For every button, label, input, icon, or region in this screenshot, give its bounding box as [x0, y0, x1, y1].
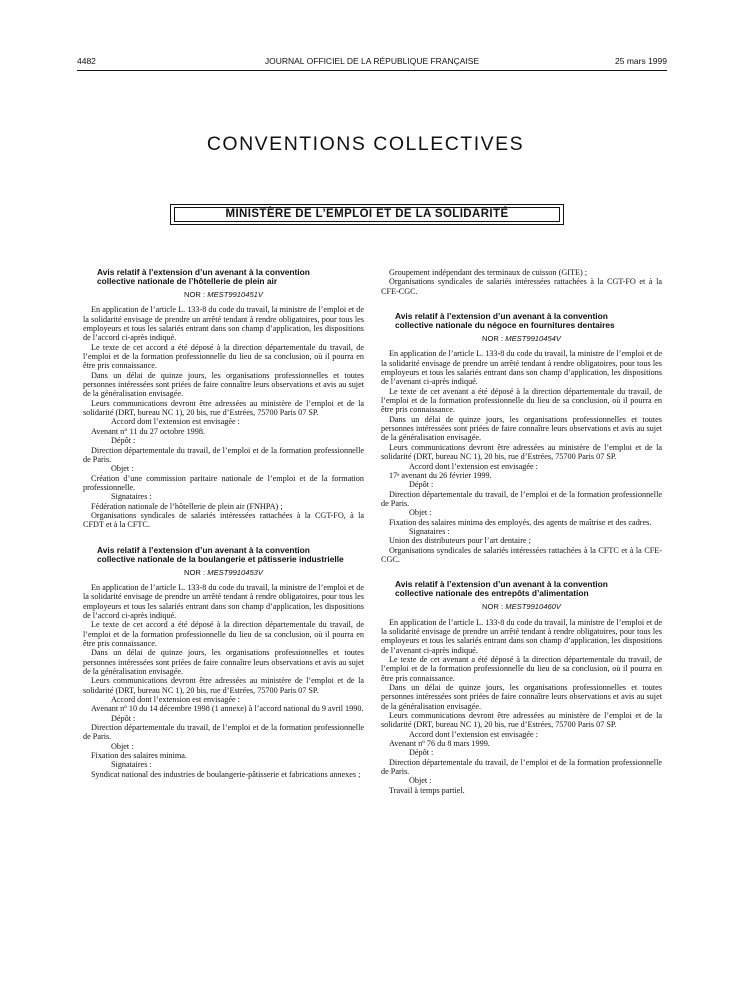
depot-text: Direction départementale du travail, de l’emploi et de la formation professionnelle de Paris. [381, 757, 662, 777]
paragraph: Leurs communications devront être adressées au ministère de l’emploi et de la solidarité (DRT, bureau NC 1), 20 bis, rue d’Estrées, 75700 Paris 07 SP. [83, 398, 364, 418]
nor-reference [381, 334, 662, 343]
paragraph: Le texte de cet accord a été déposé à la direction départementale du travail, de l’emploi et de la formation professionnelle du lieu de sa conclusion, où il pourra en être pris connaissance. [83, 342, 364, 371]
journal-title: JOURNAL OFFICIEL DE LA RÉPUBLIQUE FRANÇAISE [264, 56, 480, 66]
nor-label: NOR : [184, 567, 206, 577]
paragraph: Leurs communications devront être adressées au ministère de l’emploi et de la solidarité (DRT, bureau NC 1), 20 bis, rue d’Estrées, 75700 Paris 07 SP. [83, 676, 364, 695]
continued-signataires [381, 268, 662, 296]
paragraph: Dans un délai de quinze jours, les organisations professionnelles et toutes personnes intéressées sont priées de faire connaître leurs observations et avis au sujet de la généralisation envisagée. [83, 370, 364, 399]
accord-text: Avenant n° 11 du 27 octobre 1998. [91, 426, 206, 436]
nor-label: NOR : [482, 602, 504, 612]
signataire: Syndicat national des industries de boulangerie-pâtisserie et fabrications annexes ; [91, 769, 361, 779]
depot-text: Direction départementale du travail, de l’emploi et de la formation professionnelle de Paris. [83, 445, 364, 464]
paragraph: Dans un délai de quinze jours, les organisations professionnelles et toutes personnes intéressées sont priées de faire connaître leurs observations et avis au sujet de la généralisation envisagée. [83, 648, 364, 677]
notice-hotellerie [83, 268, 364, 530]
objet-label: Objet : [409, 508, 432, 518]
accord-text: 17ᵉ avenant du 26 février 1999. [389, 470, 492, 480]
notice-boulangerie [83, 546, 364, 780]
accord-text: Avenant nº 10 du 14 décembre 1998 (1 annexe) à l’accord national du 9 avril 1990. [91, 704, 364, 714]
notice-fournitures-dentaires [381, 312, 662, 564]
accord-label: Accord dont l’extension est envisagée : [409, 729, 538, 739]
paragraph: Le texte de cet avenant a été déposé à la direction départementale du travail, de l’emploi et de la formation professionnelle du lieu de sa conclusion, où il pourra en être pris connaissance. [381, 655, 662, 683]
depot-label: Dépôt : [111, 713, 136, 723]
signataires-label: Signataires : [111, 492, 152, 502]
signataire: Organisations syndicales de salariés intéressées rattachées à la CGT-FO et à la CFE-CGC. [381, 277, 662, 296]
paragraph: Dans un délai de quinze jours, les organisations professionnelles et toutes personnes intéressées sont priées de faire connaître leurs observations et avis au sujet de la généralisation envisagée. [381, 414, 662, 443]
notice-entrepots-alimentation [381, 580, 662, 795]
accord-label: Accord dont l’extension est envisagée : [409, 461, 538, 471]
signataire: Organisations syndicales de salariés intéressées rattachées à la CGT-FO, à la CFDT et à la CFTC. [83, 510, 364, 530]
paragraph: Leurs communications devront être adressées au ministère de l’emploi et de la solidarité (DRT, bureau NC 1), 20 bis, rue d’Estrées, 75700 Paris 07 SP. [381, 442, 662, 462]
nor-code: MEST9910453V [207, 567, 263, 577]
objet-text: Fixation des salaires minima des employés, des agents de maîtrise et des cadres. [389, 517, 652, 527]
nor-code: MEST9910451V [207, 290, 263, 299]
nor-reference [381, 602, 662, 611]
nor-code: MEST9910454V [505, 334, 561, 344]
signataire: Groupement indépendant des terminaux de cuisson (GITE) ; [389, 268, 588, 277]
objet-label: Objet : [111, 464, 134, 474]
signataire: Organisations syndicales de salariés intéressées rattachées à la CFTC et à la CFE-CGC. [381, 545, 662, 564]
nor-code: MEST9910460V [505, 602, 561, 612]
signataire: Fédération nationale de l’hôtellerie de plein air (FNHPA) ; [91, 501, 283, 511]
left-column [83, 268, 364, 795]
depot-text: Direction départementale du travail, de l’emploi et de la formation professionnelle de Paris. [381, 489, 662, 508]
objet-text: Création d’une commission paritaire nationale de l’emploi et de la formation professionnelle. [83, 473, 364, 492]
right-column [381, 268, 662, 811]
paragraph: En application de l’article L. 133-8 du code du travail, la ministre de l’emploi et de la solidarité envisage de prendre un arrêté tendant à rendre obligatoires, pour tous les employeurs et tous les salariés entrant dans son champ d’application, les dispositions de l’avenant ci-après indiqué. [381, 617, 662, 655]
notice-title: Avis relatif à l’extension d’un avenant à la convention collective nationale de la boulangerie et pâtisserie industrielle [97, 544, 344, 564]
nor-label: NOR : [184, 290, 206, 299]
header-rule [77, 70, 667, 71]
signataires-label: Signataires : [409, 526, 450, 536]
notice-title: Avis relatif à l’extension d’un avenant à la convention collective nationale de l’hôtellerie de plein air [97, 267, 310, 286]
paragraph: En application de l’article L. 133-8 du code du travail, la ministre de l’emploi et de la solidarité envisage de prendre un arrêté tendant à rendre obligatoires, pour tous les employeurs et tous les salariés entrant dans son champ d’application, les dispositions de l’accord ci-après indiqué. [83, 305, 364, 343]
objet-text: Travail à temps partiel. [389, 785, 465, 795]
paragraph: En application de l’article L. 133-8 du code du travail, la ministre de l’emploi et de la solidarité envisage de prendre un arrêté tendant à rendre obligatoires, pour tous les employeurs et tous les salariés entrant dans son champ d’application, les dispositions de l’accord ci-après indiqué. [83, 582, 364, 620]
depot-label: Dépôt : [111, 436, 136, 446]
nor-reference [83, 290, 364, 299]
paragraph: Leurs communications devront être adressées au ministère de l’emploi et de la solidarité (DRT, bureau NC 1), 20 bis, rue d’Estrées, 75700 Paris 07 SP. [381, 711, 662, 730]
paragraph: Le texte de cet accord a été déposé à la direction départementale du travail, de l’emploi et de la formation professionnelle du lieu de sa conclusion, où il pourra en être pris connaissance. [83, 620, 364, 648]
issue-date: 25 mars 1999 [615, 56, 667, 66]
page-title: CONVENTIONS COLLECTIVES [206, 133, 525, 155]
objet-label: Objet : [111, 741, 134, 751]
page-number: 4482 [77, 56, 96, 66]
objet-text: Fixation des salaires minima. [91, 751, 187, 761]
signataires-label: Signataires : [111, 760, 152, 770]
accord-label: Accord dont l’extension est envisagée : [111, 417, 240, 427]
signataire: Union des distributeurs pour l’art dentaire ; [389, 536, 531, 546]
accord-label: Accord dont l’extension est envisagée : [111, 695, 240, 705]
nor-label: NOR : [482, 334, 504, 344]
notice-title: Avis relatif à l’extension d’un avenant à la convention collective nationale des entrepôts d’alimentation [395, 579, 608, 599]
ministry-label: MINISTÈRE DE L’EMPLOI ET DE LA SOLIDARITÉ [174, 207, 560, 222]
paragraph: En application de l’article L. 133-8 du code du travail, la ministre de l’emploi et de la solidarité envisage de prendre un arrêté tendant à rendre obligatoires, pour tous les employeurs et tous les salariés entrant dans son champ d’application, les dispositions de l’avenant ci-après indiqué. [381, 349, 662, 387]
paragraph: Le texte de cet avenant a été déposé à la direction départementale du travail, de l’emploi et de la formation professionnelle du lieu de sa conclusion, où il pourra en être pris connaissance. [381, 386, 662, 415]
notice-title: Avis relatif à l’extension d’un avenant à la convention collective nationale du négoce en fournitures dentaires [395, 311, 615, 331]
page-header [77, 56, 667, 70]
accord-text: Avenant nº 76 du 8 mars 1999. [389, 739, 490, 749]
paragraph: Dans un délai de quinze jours, les organisations professionnelles et toutes personnes intéressées sont priées de faire connaître leurs observations et avis au sujet de la généralisation envisagée. [381, 683, 662, 711]
nor-reference [83, 568, 364, 577]
depot-text: Direction départementale du travail, de l’emploi et de la formation professionnelle de Paris. [83, 723, 364, 742]
objet-label: Objet : [409, 776, 432, 786]
depot-label: Dépôt : [409, 480, 434, 490]
depot-label: Dépôt : [409, 748, 434, 758]
ministry-box [170, 204, 564, 225]
